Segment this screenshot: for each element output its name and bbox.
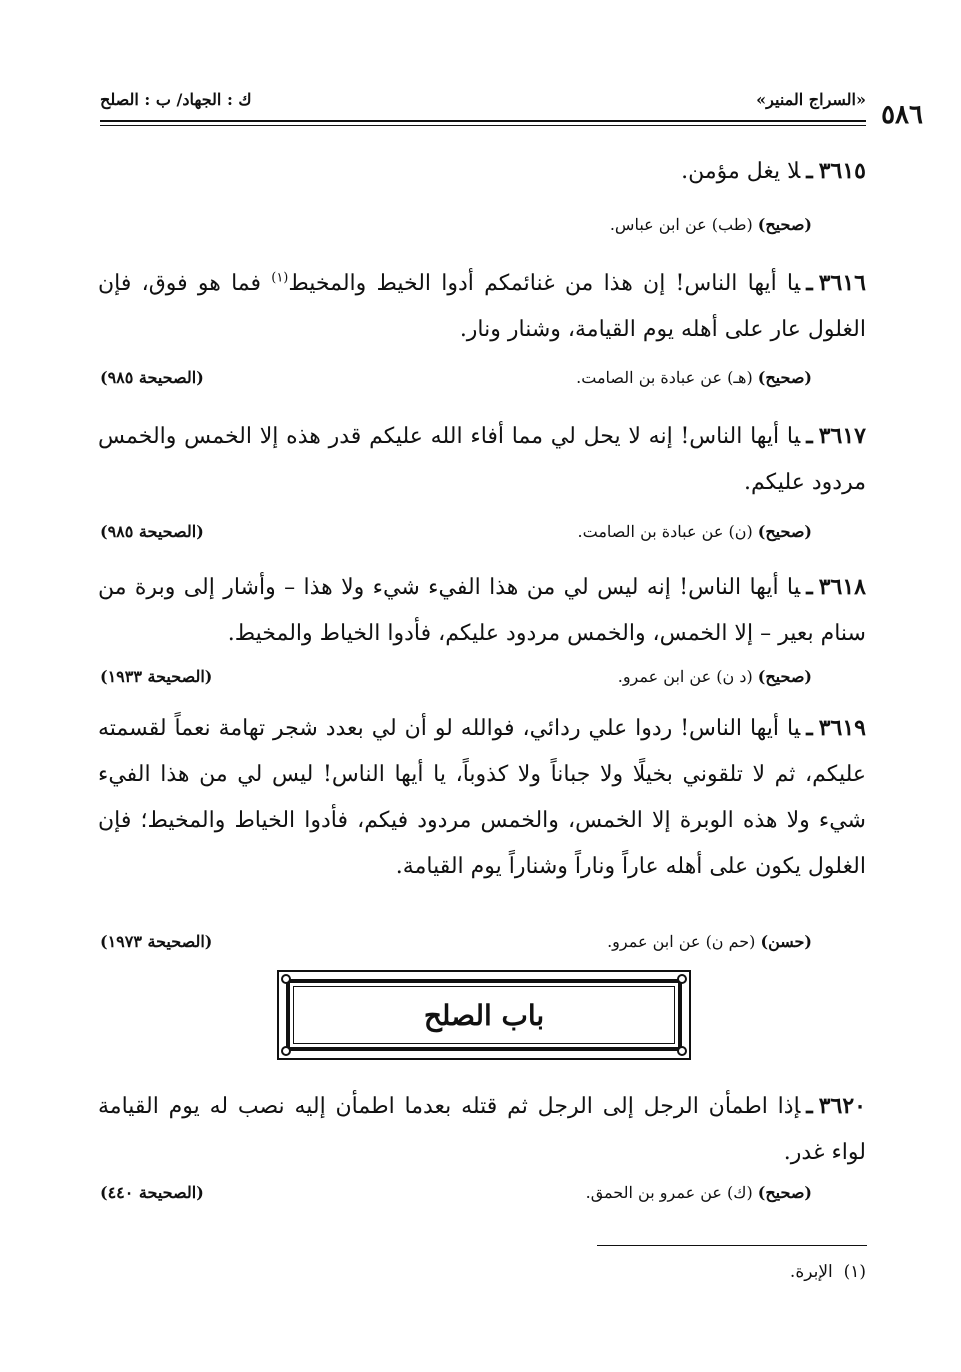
hadith-entry xyxy=(98,705,866,890)
hadith-text-continued: فما هو فوق، فإن الغلول عار على أهله يوم القيامة، وشنار ونار. xyxy=(98,271,866,342)
section-heading-box xyxy=(277,970,691,1060)
hadith-separator: ـ xyxy=(806,158,813,184)
footnote xyxy=(790,1262,866,1282)
hadith-source xyxy=(576,368,812,387)
hadith-number: ٣٦١٩ xyxy=(818,715,866,741)
corner-ornament xyxy=(677,1046,687,1056)
hadith-text: يا أيها الناس! إن هذا من غنائمكم أدوا الخيط والمخيط xyxy=(288,271,801,296)
hadith-source-row xyxy=(100,667,812,691)
hadith-separator: ـ xyxy=(806,715,813,741)
hadith-text: يا أيها الناس! إنه لا يحل لي مما أفاء الله عليكم قدر هذه إلا الخمس والخمس مردود عليكم. xyxy=(98,424,866,495)
hadith-narrator: (ك) عن عمرو بن الحمق. xyxy=(585,1183,753,1202)
hadith-text: يا أيها الناس! ردوا علي ردائي، فوالله لو أن لي بعدد شجر تهامة نعماً لقسمته عليكم، ثم لا تلقوني بخيلًا ولا جباناً ولا كذوباً، يا أيها الناس! ليس لي من هذا الفيء شيء ولا هذه الوبرة إلا الخمس، والخمس مردود فيكم، فأدوا الخياط والمخيط؛ فإن الغلول يكون على أهله عاراً وناراً وشناراً يوم القيامة. xyxy=(98,716,866,879)
page-number: ٥٨٦ xyxy=(881,100,923,130)
hadith-text: يا أيها الناس! إنه ليس لي من هذا الفيء شيء ولا هذا – وأشار إلى وبرة من سنام بعير – إلا الخمس، والخمس مردود عليكم، فأدوا الخياط والمخيط. xyxy=(98,575,866,646)
section-heading-frame xyxy=(286,979,682,1051)
corner-ornament xyxy=(281,974,291,984)
hadith-narrator: (هـ) عن عبادة بن الصامت. xyxy=(576,368,753,387)
hadith-number: ٣٦١٧ xyxy=(818,423,866,449)
hadith-text: لا يغل مؤمن. xyxy=(681,159,801,184)
hadith-narrator: (حم ن) عن ابن عمرو. xyxy=(607,932,756,951)
section-title: باب الصلح xyxy=(423,998,545,1032)
hadith-entry xyxy=(98,413,866,506)
footnote-text: الإبرة. xyxy=(789,1262,833,1282)
corner-ornament xyxy=(281,1046,291,1056)
hadith-reference: (الصحيحة ٩٨٥) xyxy=(100,368,204,387)
book-title: «السراج المنير» xyxy=(756,90,866,109)
hadith-source-row xyxy=(100,932,812,956)
footnote-marker[interactable]: (١) xyxy=(271,270,289,286)
hadith-source-row xyxy=(100,215,812,239)
hadith-separator: ـ xyxy=(806,270,813,296)
hadith-number: ٣٦١٨ xyxy=(818,574,866,600)
header-rule xyxy=(100,120,866,122)
hadith-narrator: (ن) عن عبادة بن الصامت. xyxy=(577,522,753,541)
hadith-source-row xyxy=(100,522,812,546)
hadith-source xyxy=(607,932,812,951)
hadith-narrator: (طب) عن ابن عباس. xyxy=(609,215,753,234)
hadith-number: ٣٦١٦ xyxy=(818,270,866,296)
hadith-reference: (الصحيحة ١٩٣٣) xyxy=(100,667,213,686)
hadith-grade: (صحيح) xyxy=(757,1183,812,1202)
header-rule-thin xyxy=(100,125,866,126)
hadith-entry xyxy=(98,564,866,657)
chapter-title: ك : الجهاد/ ب : الصلح xyxy=(100,90,252,109)
hadith-narrator: (د ن) عن ابن عمرو. xyxy=(617,667,753,686)
hadith-grade: (حسن) xyxy=(760,932,812,951)
hadith-number: ٣٦٢٠ xyxy=(818,1093,866,1119)
footnote-rule xyxy=(597,1245,867,1246)
hadith-number: ٣٦١٥ xyxy=(818,158,866,184)
hadith-separator: ـ xyxy=(806,574,813,600)
hadith-grade: (صحيح) xyxy=(757,215,812,234)
hadith-separator: ـ xyxy=(806,1093,813,1119)
hadith-reference: (الصحيحة ٤٤٠) xyxy=(100,1183,204,1202)
hadith-grade: (صحيح) xyxy=(757,667,812,686)
hadith-grade: (صحيح) xyxy=(757,522,812,541)
hadith-separator: ـ xyxy=(806,423,813,449)
hadith-text: إذا اطمأن الرجل إلى الرجل ثم قتله بعدما اطمأن إليه نصب له يوم القيامة لواء غدر. xyxy=(98,1094,866,1165)
hadith-source xyxy=(578,522,812,541)
hadith-source xyxy=(610,215,812,234)
hadith-grade: (صحيح) xyxy=(757,368,812,387)
hadith-entry xyxy=(98,148,866,195)
footnote-number: (١) xyxy=(843,1262,866,1282)
hadith-source-row xyxy=(100,368,812,392)
hadith-entry xyxy=(98,1083,866,1176)
hadith-reference: (الصحيحة ١٩٧٣) xyxy=(100,932,213,951)
hadith-source xyxy=(586,1183,812,1202)
hadith-entry xyxy=(98,260,866,353)
hadith-source-row xyxy=(100,1183,812,1207)
hadith-reference: (الصحيحة ٩٨٥) xyxy=(100,522,204,541)
corner-ornament xyxy=(677,974,687,984)
hadith-source xyxy=(618,667,812,686)
